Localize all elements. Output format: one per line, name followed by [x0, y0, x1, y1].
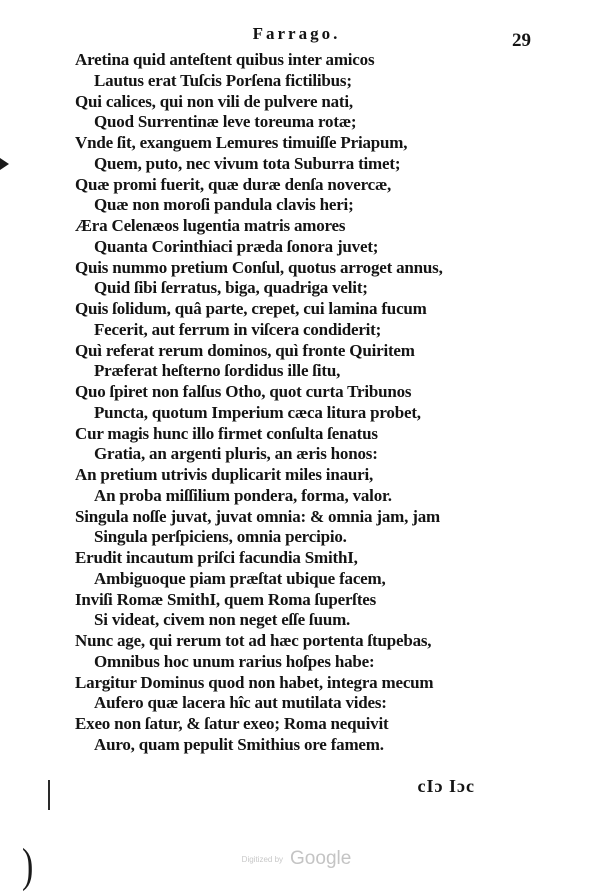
verse-line: Quis nummo pretium Conſul, quotus arroget annus, [75, 257, 443, 277]
verse-line: Quì referat rerum dominos, quì fronte Quiritem [75, 340, 415, 360]
verse-body [75, 50, 575, 756]
verse-line: Nunc age, qui rerum tot ad hæc portenta ſtupebas, [75, 631, 432, 650]
verse-line: Omnibus hoc unum rarius hoſpes habe: [94, 651, 375, 671]
page-number: 29 [512, 30, 531, 51]
verse-line: An proba miſſilium pondera, forma, valor. [94, 485, 392, 505]
digitized-watermark [0, 848, 593, 870]
verse-line: Quæ promi fuerit, quæ duræ denſa novercæ, [75, 174, 392, 194]
verse-line: Puncta, quotum Imperium cæca litura probet, [94, 402, 421, 422]
verse-line: Inviſi Romæ SmithI, quem Roma ſuperſtes [75, 589, 377, 609]
signature-mark: cIɔ Iɔc [417, 776, 475, 796]
verse-line: Æra Celenæos lugentia matris amores [75, 216, 346, 235]
verse-line: Vnde ſit, exanguem Lemures timuiſſe Priapum, [75, 133, 408, 152]
verse-line: Aufero quæ lacera hîc aut mutilata vides: [94, 693, 387, 713]
verse-line: Quid ſibi ſerratus, biga, quadriga velit; [94, 278, 368, 298]
margin-arrow-mark [0, 158, 9, 170]
verse-line: Ambiguoque piam præſtat ubique facem, [94, 568, 386, 588]
verse-line: Largitur Dominus quod non habet, integra mecum [75, 672, 434, 692]
margin-paren-mark: ) [22, 840, 34, 893]
verse-line: Si videat, civem non neget eſſe ſuum. [94, 610, 351, 630]
verse-line: Exeo non ſatur, & ſatur exeo; Roma nequivit [75, 714, 389, 733]
verse-line: Quanta Corinthiaci præda ſonora juvet; [94, 236, 379, 256]
verse-line: Quod Surrentinæ leve toreuma rotæ; [94, 112, 357, 132]
verse-line: Quem, puto, nec vivum tota Suburra timet; [94, 153, 401, 173]
verse-line: Aretina quid anteſtent quibus inter amicos [75, 50, 375, 69]
verse-line: Lautus erat Tuſcis Porſena fictilibus; [94, 70, 352, 90]
verse-line: Auro, quam pepulit Smithius ore famem. [94, 734, 384, 754]
verse-line: Qui calices, qui non vili de pulvere nati, [75, 91, 353, 111]
verse-line: Gratia, an argenti pluris, an æris honos: [94, 444, 378, 464]
verse-line: Quo ſpiret non falſus Otho, quot curta Tribunos [75, 382, 412, 401]
verse-line: An pretium utrivis duplicarit miles inauri, [75, 465, 374, 484]
verse-line: Erudit incautum priſci facundia SmithI, [75, 548, 358, 567]
google-logo: Google [290, 848, 352, 869]
margin-bar-mark [48, 780, 50, 810]
verse-line: Singula perſpiciens, omnia percipio. [94, 527, 347, 547]
running-title: Farrago. [252, 24, 341, 43]
verse-line: Præferat heſterno ſordidus ille ſitu, [94, 361, 341, 381]
verse-line: Quæ non moroſi pandula clavis heri; [94, 195, 354, 215]
verse-line: Quis ſolidum, quâ parte, crepet, cui lamina fucum [75, 299, 427, 318]
verse-line: Cur magis hunc illo firmet conſulta ſenatus [75, 423, 378, 443]
verse-line: Fecerit, aut ferrum in viſcera condiderit; [94, 319, 382, 339]
watermark-prefix: Digitized by [241, 854, 284, 864]
verse-line: Singula noſſe juvat, juvat omnia: & omnia jam, jam [75, 506, 440, 526]
